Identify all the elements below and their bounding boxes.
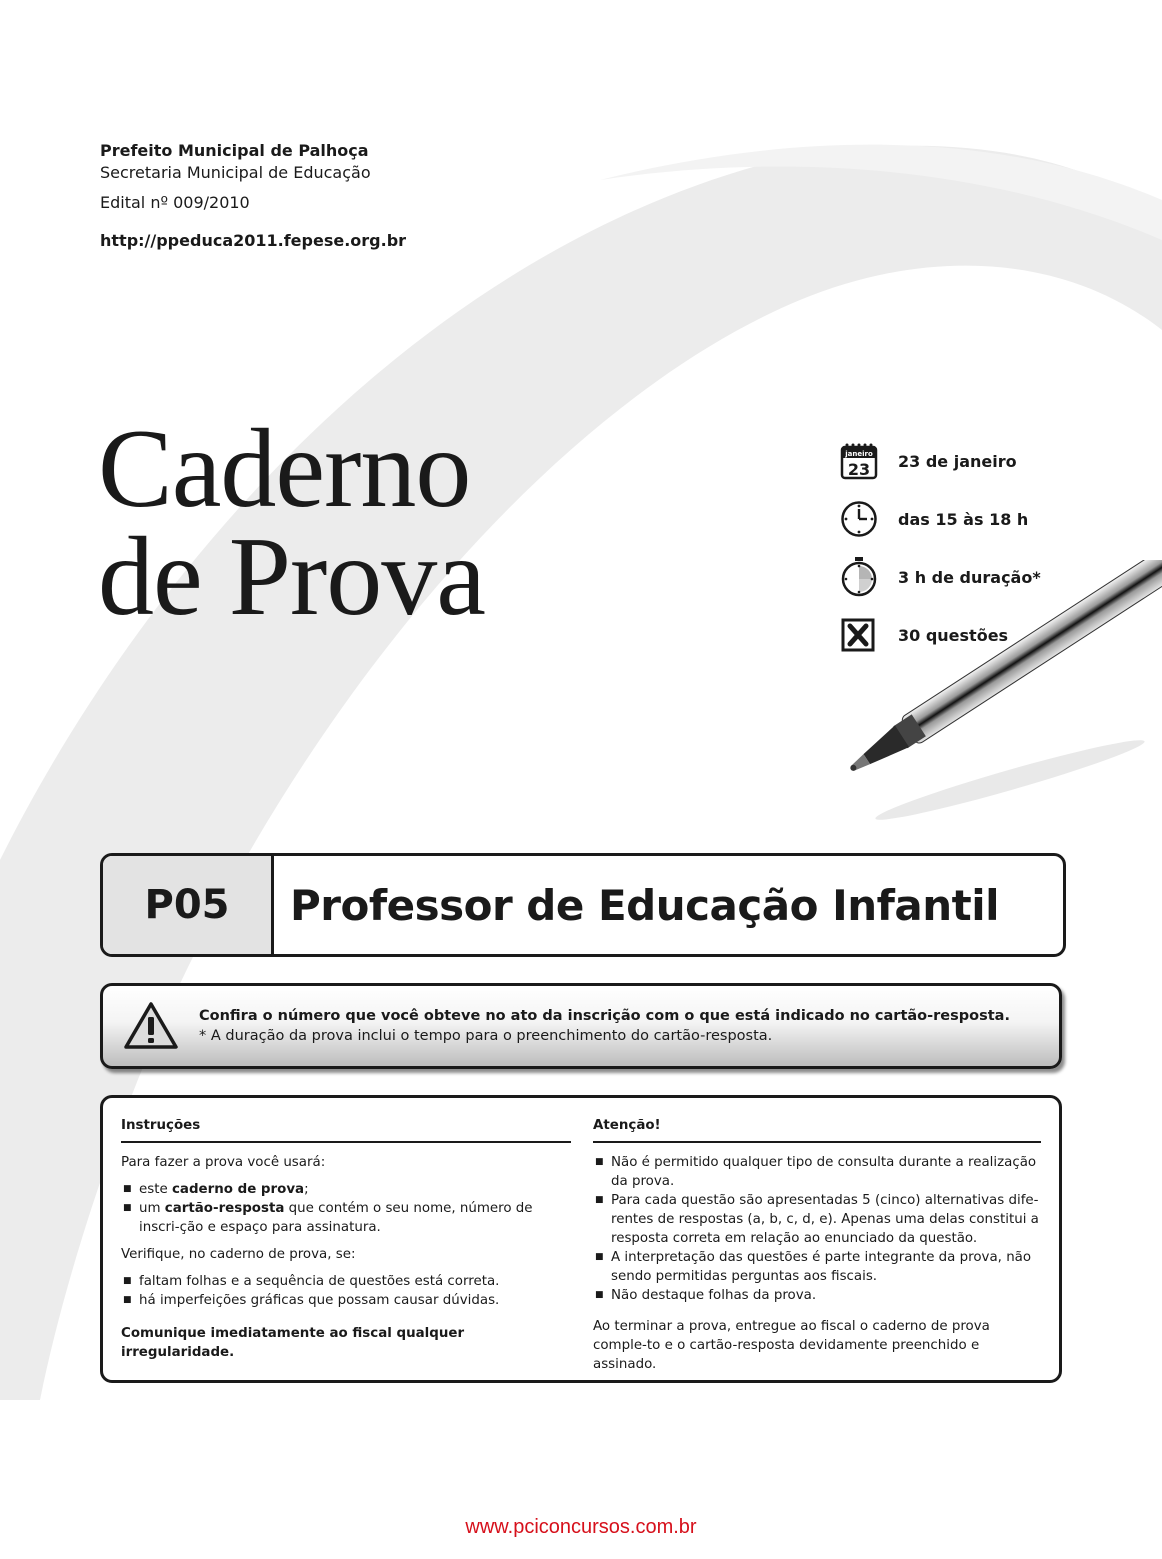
footer-url[interactable]: www.pciconcursos.com.br xyxy=(465,1516,697,1538)
questions-text: 30 questões xyxy=(898,625,1009,645)
department-name: Secretaria Municipal de Educação xyxy=(100,163,371,182)
exam-code-box xyxy=(100,853,1066,957)
warning-icon xyxy=(103,1001,199,1051)
list-item: ■ há imperfeições gráficas que possam causar dúvidas. xyxy=(121,1291,571,1310)
calendar-day: 23 xyxy=(847,460,871,479)
instructions-box xyxy=(100,1095,1062,1383)
list-item: ■ A interpretação das questões é parte integrante da prova, não sendo permitidas perguntas aos fiscais. xyxy=(593,1248,1041,1286)
header-block xyxy=(100,140,406,252)
info-date xyxy=(840,432,1041,490)
clock-icon xyxy=(840,499,884,539)
calendar-month: janeiro xyxy=(845,450,873,458)
list-item: ■ Não é permitido qualquer tipo de consulta durante a realização da prova. xyxy=(593,1153,1041,1191)
attention-list xyxy=(593,1153,1041,1305)
list-item: ■ faltam folhas e a sequência de questões está correta. xyxy=(121,1272,571,1291)
calendar-icon xyxy=(840,441,884,481)
warning-box xyxy=(100,983,1062,1069)
duration-text: 3 h de duração* xyxy=(898,567,1041,587)
attention-heading: Atenção! xyxy=(593,1116,1041,1143)
website-link[interactable]: http://ppeduca2011.fepese.org.br xyxy=(100,231,407,250)
instructions-column xyxy=(121,1116,571,1370)
organization-name: Prefeito Municipal de Palhoça xyxy=(100,141,369,160)
instructions-intro: Para fazer a prova você usará: xyxy=(121,1155,326,1170)
exam-code: P05 xyxy=(103,856,274,954)
title-line-2: de Prova xyxy=(98,515,486,639)
materials-list xyxy=(121,1180,571,1237)
instructions-closing: Comunique imediatamente ao fiscal qualquer irregularidade. xyxy=(121,1326,465,1360)
attention-closing: Ao terminar a prova, entregue ao fiscal o caderno de prova comple-to e o cartão-resposta devidamente preenchido e assinado. xyxy=(593,1319,990,1372)
pen-illustration xyxy=(810,560,1162,820)
verify-text: Verifique, no caderno de prova, se: xyxy=(121,1247,356,1262)
list-item: ■ este caderno de prova; xyxy=(121,1180,571,1199)
edital-number: Edital nº 009/2010 xyxy=(100,193,250,212)
hours-text: das 15 às 18 h xyxy=(898,509,1029,529)
exam-role: Professor de Educação Infantil xyxy=(290,880,999,930)
attention-column xyxy=(593,1116,1041,1382)
list-item: ■ Não destaque folhas da prova. xyxy=(593,1286,1041,1305)
date-text: 23 de janeiro xyxy=(898,451,1017,471)
warning-text xyxy=(199,1006,1010,1046)
instructions-heading: Instruções xyxy=(121,1116,571,1143)
info-hours xyxy=(840,490,1041,548)
checks-list xyxy=(121,1272,571,1310)
warning-line-1: Confira o número que você obteve no ato da inscrição com o que está indicado no cartão-resposta. xyxy=(199,1008,1010,1024)
warning-line-2: * A duração da prova inclui o tempo para o preenchimento do cartão-resposta. xyxy=(199,1028,773,1044)
list-item: ■ um cartão-resposta que contém o seu nome, número de inscri-ção e espaço para assinatura. xyxy=(121,1199,571,1237)
page-title xyxy=(98,407,486,639)
title-line-1: Caderno xyxy=(98,407,471,531)
list-item: ■ Para cada questão são apresentadas 5 (cinco) alternativas dife-rentes de respostas (a, b, c, d, e). Apenas uma delas constitui a resposta correta em relação ao enunciado da questão. xyxy=(593,1191,1041,1248)
